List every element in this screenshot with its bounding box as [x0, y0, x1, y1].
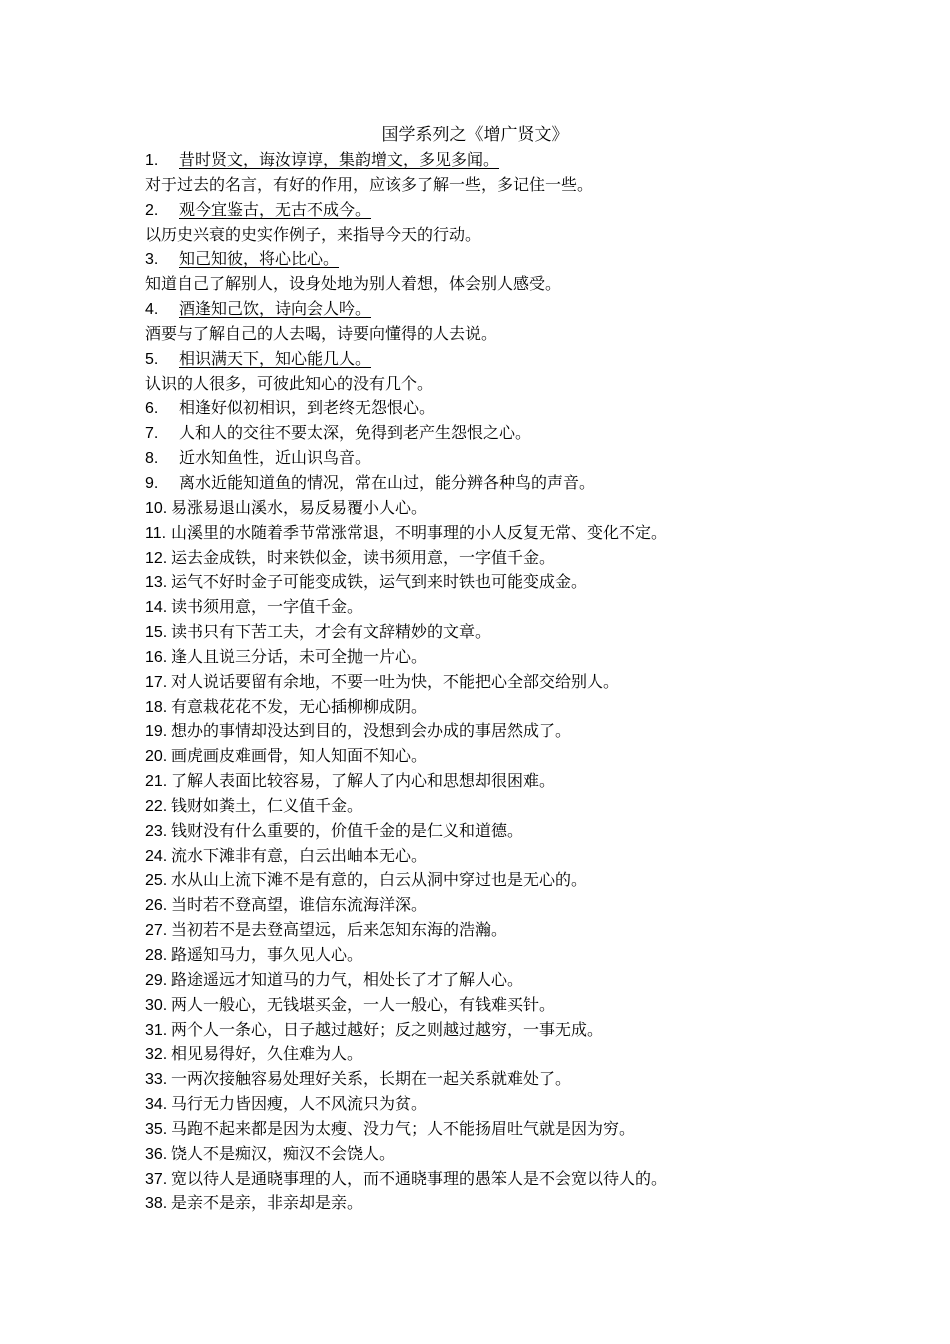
line-number: 23. [145, 822, 168, 840]
verse-line [145, 794, 845, 819]
line-text: 运去金成铁，时来铁似金，读书须用意，一字值千金。 [171, 547, 556, 567]
verse-line [145, 695, 845, 720]
line-text: 钱财没有什么重要的，价值千金的是仁义和道德。 [171, 820, 524, 840]
line-text: 知己知彼，将心比心。 [179, 249, 340, 269]
verse-line [145, 1167, 845, 1192]
verse-line [145, 744, 845, 769]
verse-line [145, 620, 845, 645]
verse-line [145, 918, 845, 943]
line-text: 画虎画皮难画骨，知人知面不知心。 [171, 746, 428, 766]
line-text: 路途遥远才知道马的力气，相处长了才了解人心。 [171, 969, 524, 989]
line-text: 读书只有下苦工夫，才会有文辞精妙的文章。 [171, 622, 492, 642]
line-text: 逢人且说三分话，未可全抛一片心。 [171, 646, 428, 666]
line-text: 当时若不登高望，谁信东流海洋深。 [171, 895, 428, 915]
line-number: 15. [145, 624, 168, 642]
line-text: 山溪里的水随着季节常涨常退，不明事理的小人反复无常、变化不定。 [171, 522, 668, 542]
line-number: 34. [145, 1096, 168, 1114]
line-number: 21. [145, 773, 168, 791]
line-number: 22. [145, 797, 168, 815]
explanation-line [145, 322, 845, 347]
line-text: 认识的人很多，可彼此知心的没有几个。 [145, 373, 434, 393]
line-text: 水从山上流下滩不是有意的，白云从洞中穿过也是无心的。 [171, 870, 588, 890]
line-text: 以历史兴衰的史实作例子，来指导今天的行动。 [145, 224, 482, 244]
line-number: 4. [145, 301, 159, 319]
line-number: 2. [145, 201, 159, 219]
line-text: 饶人不是痴汉，痴汉不会饶人。 [171, 1143, 396, 1163]
verse-line [145, 570, 845, 595]
line-text: 钱财如粪土，仁义值千金。 [171, 795, 364, 815]
verse-line [145, 148, 845, 173]
line-number: 6. [145, 400, 159, 418]
line-text: 人和人的交往不要太深，免得到老产生怨恨之心。 [179, 423, 532, 443]
line-text: 两个人一条心，日子越过越好；反之则越过越穷，一事无成。 [171, 1019, 604, 1039]
line-text: 酒要与了解自己的人去喝，诗要向懂得的人去说。 [145, 323, 498, 343]
verse-line [145, 1142, 845, 1167]
line-text: 相逢好似初相识，到老终无怨恨心。 [179, 398, 436, 418]
line-text: 是亲不是亲，非亲却是亲。 [171, 1193, 364, 1213]
verse-line [145, 347, 845, 372]
line-text: 马跑不起来都是因为太瘦、没力气；人不能扬眉吐气就是因为穷。 [171, 1118, 636, 1138]
explanation-line [145, 272, 845, 297]
line-text: 两人一般心，无钱堪买金，一人一般心，有钱难买针。 [171, 994, 556, 1014]
line-number: 7. [145, 425, 159, 443]
line-text: 对于过去的名言，有好的作用，应该多了解一些，多记住一些。 [145, 174, 594, 194]
line-number: 12. [145, 549, 168, 567]
line-number: 5. [145, 350, 159, 368]
verse-line [145, 1092, 845, 1117]
verse-line [145, 496, 845, 521]
verse-line [145, 1117, 845, 1142]
line-text: 读书须用意，一字值千金。 [171, 597, 364, 617]
line-number: 19. [145, 723, 168, 741]
line-number: 36. [145, 1145, 168, 1163]
line-text: 昔时贤文，诲汝谆谆，集韵增文，多见多闻。 [179, 150, 500, 169]
line-text: 路遥知马力，事久见人心。 [171, 945, 364, 964]
verse-line [145, 396, 845, 421]
line-text: 马行无力皆因瘦，人不风流只为贫。 [171, 1094, 428, 1114]
line-text: 离水近能知道鱼的情况，常在山过，能分辨各种鸟的声音。 [179, 472, 596, 492]
verse-line [145, 844, 845, 869]
line-text: 相识满天下，知心能几人。 [179, 348, 372, 368]
verse-line [145, 247, 845, 272]
verse-line [145, 1018, 845, 1043]
line-number: 1. [145, 152, 159, 169]
line-text: 观今宜鉴古，无古不成今。 [179, 199, 372, 219]
line-number: 31. [145, 1021, 168, 1039]
verse-line [145, 769, 845, 794]
verse-line [145, 1067, 845, 1092]
line-number: 17. [145, 673, 168, 691]
line-text: 知道自己了解别人，设身处地为别人着想，体会别人感受。 [145, 274, 562, 294]
line-text: 相见易得好，久住难为人。 [171, 1044, 364, 1064]
line-text: 宽以待人是通晓事理的人，而不通晓事理的愚笨人是不会宽以待人的。 [171, 1168, 668, 1188]
line-number: 18. [145, 698, 168, 716]
line-number: 32. [145, 1046, 168, 1064]
verse-line [145, 1191, 845, 1216]
line-text: 近水知鱼性，近山识鸟音。 [179, 448, 372, 468]
verse-line [145, 546, 845, 571]
line-text: 易涨易退山溪水，易反易覆小人心。 [171, 497, 428, 517]
verse-line [145, 595, 845, 620]
verse-line [145, 471, 845, 496]
verse-line [145, 446, 845, 471]
verse-line [145, 645, 845, 670]
line-number: 26. [145, 897, 168, 915]
line-number: 25. [145, 872, 168, 890]
line-number: 10. [145, 499, 168, 517]
verse-line [145, 993, 845, 1018]
line-text: 运气不好时金子可能变成铁，运气到来时铁也可能变成金。 [171, 572, 588, 592]
line-text: 酒逢知己饮，诗向会人吟。 [179, 299, 372, 319]
document-title: 国学系列之《增广贤文》 [381, 125, 569, 145]
line-number: 9. [145, 474, 159, 492]
verse-line [145, 670, 845, 695]
explanation-line [145, 372, 845, 397]
line-text: 有意栽花花不发，无心插柳柳成阴。 [171, 696, 428, 716]
verse-line [145, 297, 845, 322]
line-number: 27. [145, 922, 168, 940]
line-number: 11. [145, 524, 167, 542]
line-text: 想办的事情却没达到目的，没想到会办成的事居然成了。 [171, 721, 572, 741]
line-number: 37. [145, 1170, 168, 1188]
verse-line [145, 819, 845, 844]
line-number: 3. [145, 251, 159, 269]
line-number: 13. [145, 574, 168, 592]
line-text: 一两次接触容易处理好关系，长期在一起关系就难处了。 [171, 1069, 572, 1089]
line-number: 8. [145, 450, 159, 468]
verse-line [145, 521, 845, 546]
explanation-line [145, 223, 845, 248]
line-text: 流水下滩非有意，白云出岫本无心。 [171, 845, 428, 865]
line-text: 了解人表面比较容易，了解人了内心和思想却很困难。 [171, 771, 556, 791]
line-number: 30. [145, 996, 168, 1014]
line-number: 29. [145, 971, 168, 989]
verse-line [145, 943, 845, 968]
document-body [145, 148, 845, 1216]
verse-line [145, 198, 845, 223]
line-text: 对人说话要留有余地，不要一吐为快，不能把心全部交给别人。 [171, 671, 620, 691]
verse-line [145, 968, 845, 993]
verse-line [145, 893, 845, 918]
line-number: 16. [145, 648, 168, 666]
line-number: 35. [145, 1120, 168, 1138]
line-number: 28. [145, 947, 168, 964]
line-number: 14. [145, 599, 168, 617]
line-text: 当初若不是去登高望远，后来怎知东海的浩瀚。 [171, 920, 508, 940]
line-number: 20. [145, 748, 168, 766]
line-number: 33. [145, 1071, 168, 1089]
explanation-line [145, 173, 845, 198]
line-number: 24. [145, 847, 168, 865]
line-number: 38. [145, 1195, 168, 1213]
verse-line [145, 1042, 845, 1067]
verse-line [145, 868, 845, 893]
verse-line [145, 421, 845, 446]
verse-line [145, 719, 845, 744]
